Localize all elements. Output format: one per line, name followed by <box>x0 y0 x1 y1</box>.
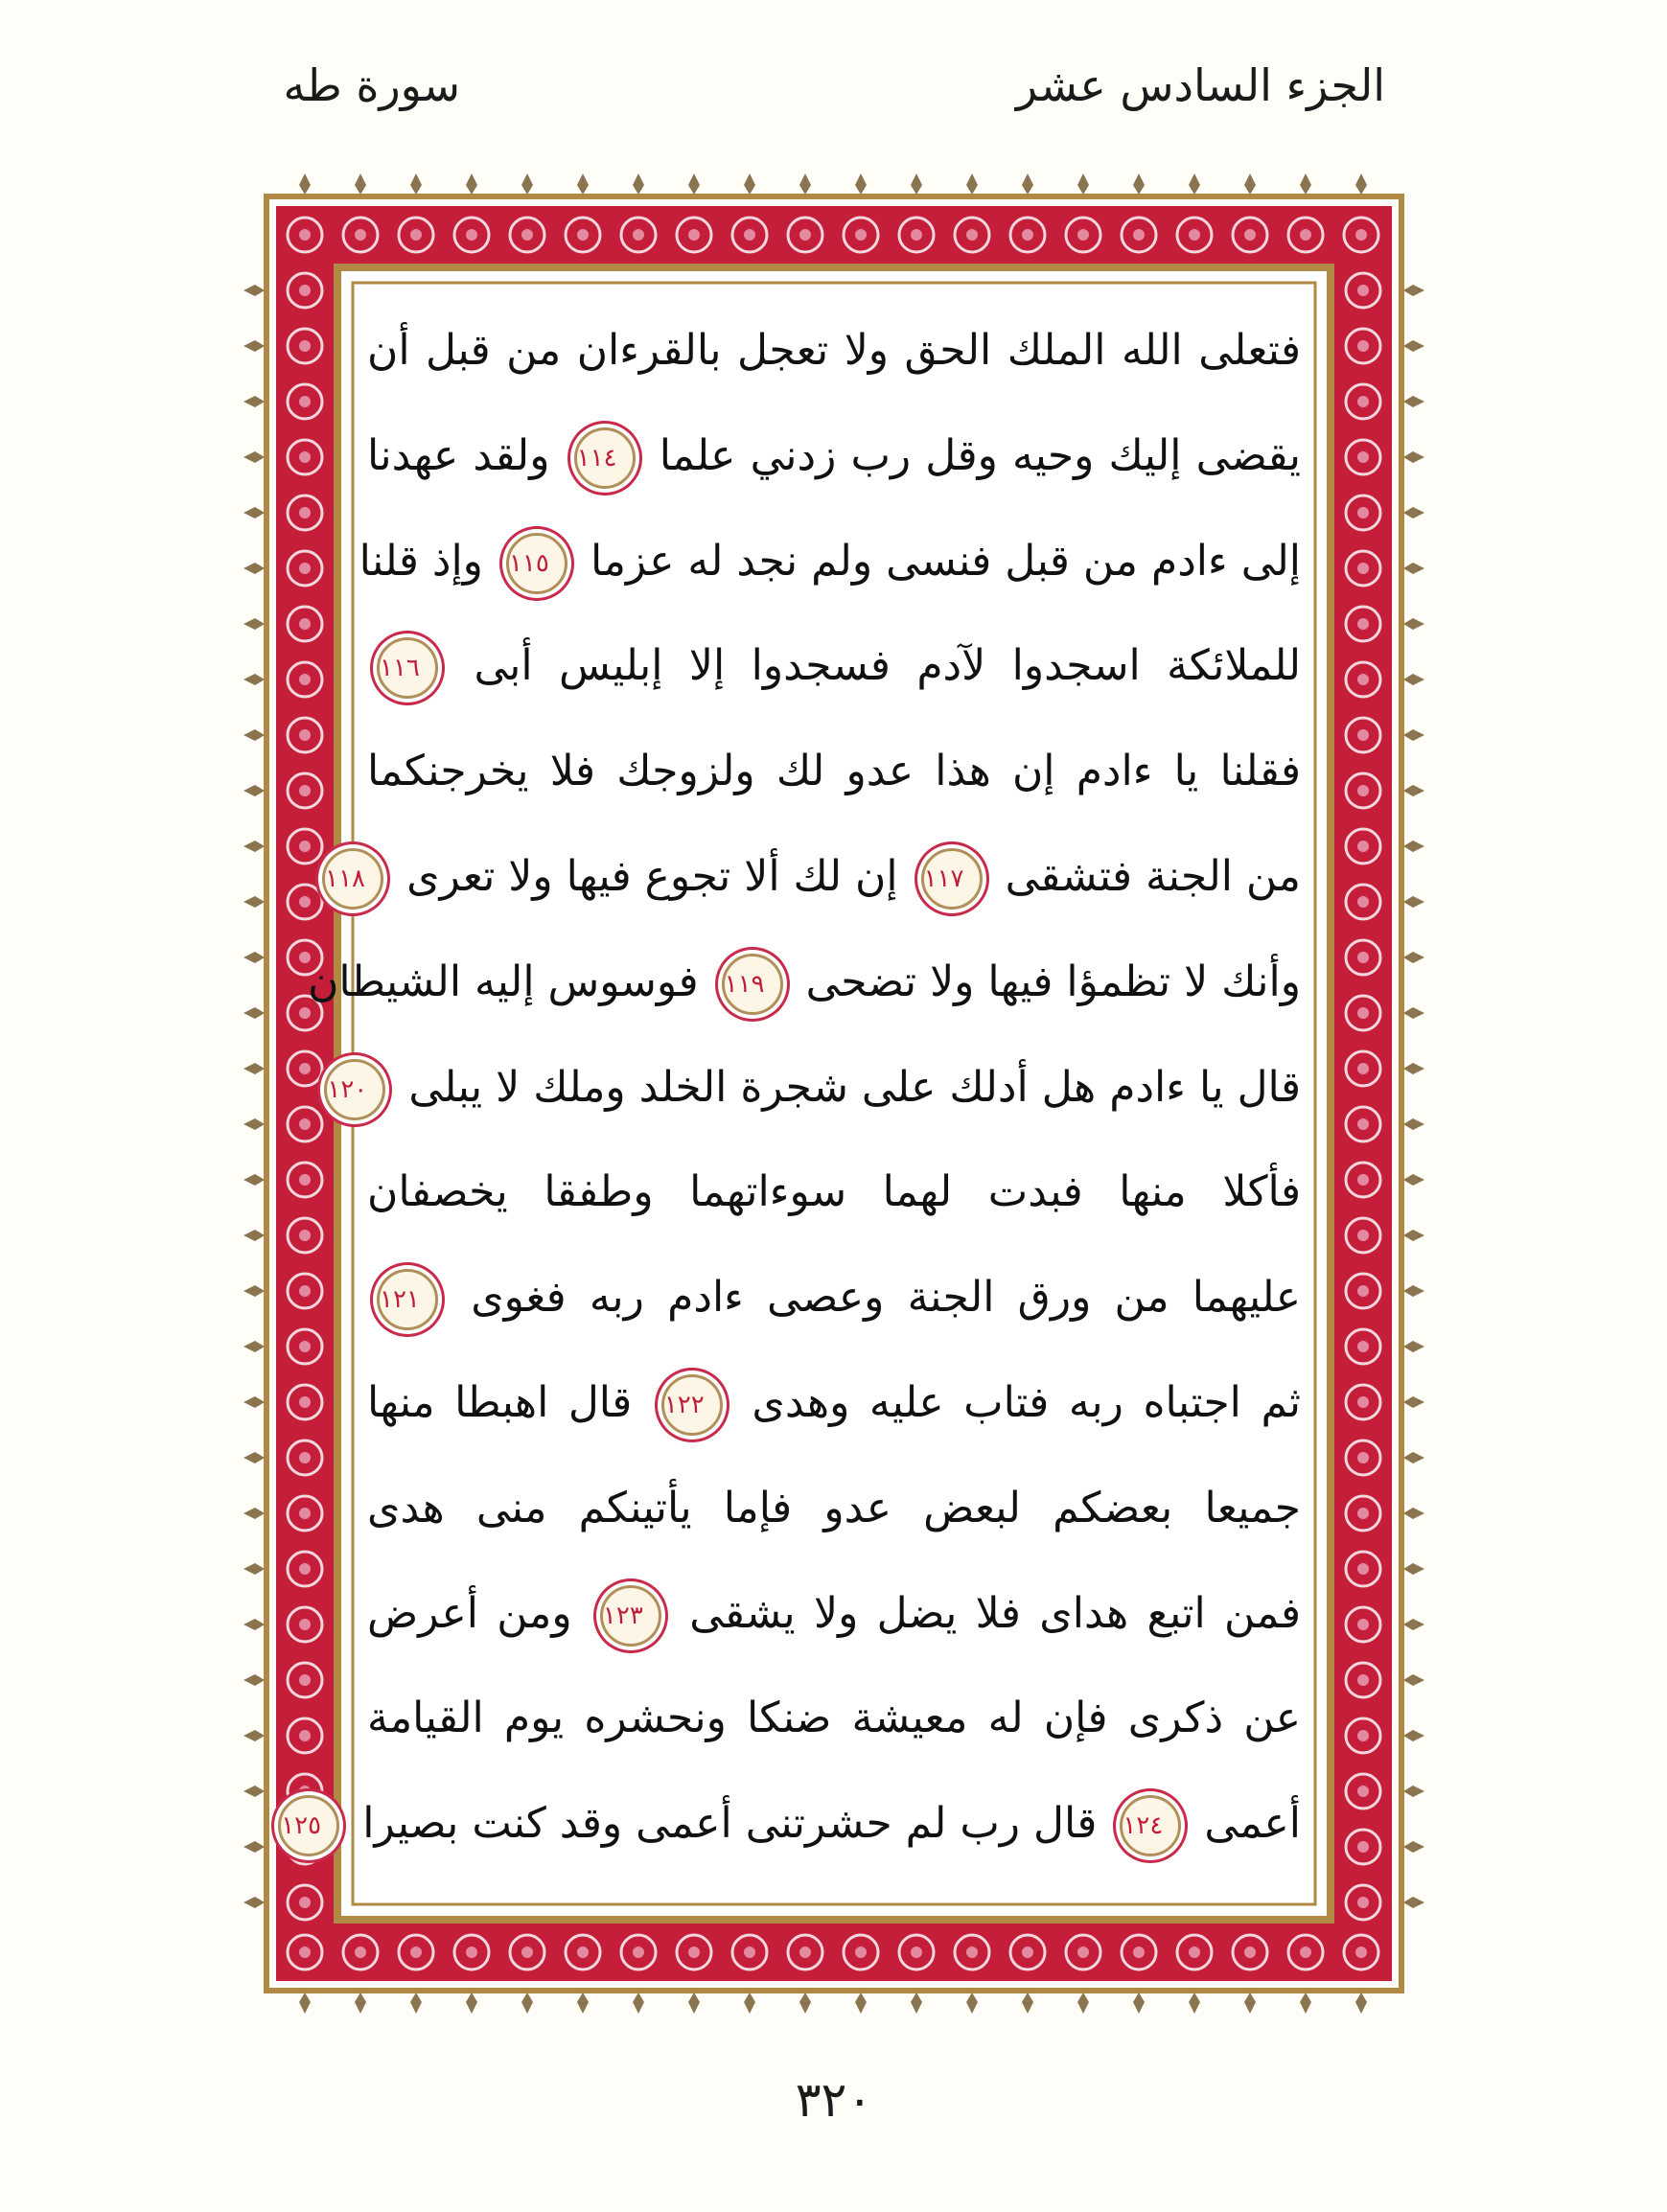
frame-finial <box>1403 1285 1424 1297</box>
verse-text: أعمى <box>1204 1799 1301 1849</box>
frame-ornament-center <box>1357 729 1369 741</box>
ayah-number-marker: ١٢١ <box>377 1269 438 1330</box>
frame-finial <box>1133 1993 1145 2014</box>
ayah-number-marker: ١٢٣ <box>600 1585 661 1647</box>
frame-finial <box>1022 173 1033 195</box>
frame-ornament-center <box>1022 229 1033 241</box>
frame-finial <box>243 285 265 296</box>
frame-finial <box>243 1230 265 1241</box>
verse-line <box>281 1782 1301 1866</box>
frame-ornament-center <box>1189 229 1200 241</box>
verse-text-continuation: فوسوس إليه الشيطان <box>308 956 699 1006</box>
frame-finial <box>466 1993 477 2014</box>
frame-finial <box>243 1118 265 1130</box>
frame-ornament-center <box>1133 1947 1145 1958</box>
frame-ornament-center <box>1133 229 1145 241</box>
frame-finial <box>1403 451 1424 463</box>
frame-ornament-center <box>355 229 366 241</box>
frame-ornament-center <box>1357 285 1369 296</box>
frame-ornament-center <box>299 1230 311 1241</box>
frame-finial <box>1189 1993 1200 2014</box>
frame-ornament-center <box>688 229 700 241</box>
frame-ornament-center <box>299 1674 311 1686</box>
frame-finial <box>243 1174 265 1186</box>
frame-ornament-center <box>299 285 311 296</box>
frame-ornament-center <box>299 1174 311 1186</box>
frame-ornament-center <box>1357 1174 1369 1186</box>
verse-text-continuation: وإذ قلنا <box>359 536 483 586</box>
juz-title: الجزء السادس عشر <box>1015 59 1385 111</box>
frame-ornament-center <box>1357 785 1369 796</box>
frame-finial <box>1403 563 1424 574</box>
frame-finial <box>1403 1341 1424 1352</box>
frame-ornament-center <box>633 229 644 241</box>
frame-finial <box>799 173 811 195</box>
frame-finial <box>1244 173 1256 195</box>
frame-ornament-center <box>1077 229 1089 241</box>
frame-ornament-center <box>1357 952 1369 963</box>
frame-finial <box>1403 340 1424 352</box>
verse-line <box>367 309 1301 393</box>
frame-ornament-center <box>299 1730 311 1741</box>
frame-ornament-center <box>966 1947 978 1958</box>
ayah-number-marker: ١٢٢ <box>661 1374 723 1436</box>
verse-text: للملائكة اسجدوا لآدم فسجدوا إلا إبليس أبى <box>474 641 1301 691</box>
frame-ornament-center <box>299 1947 311 1958</box>
verse-line <box>308 940 1301 1025</box>
frame-finial <box>1403 785 1424 796</box>
frame-ornament-center <box>466 1947 477 1958</box>
frame-ornament-center <box>299 396 311 407</box>
frame-ornament-center <box>299 507 311 518</box>
frame-finial <box>1300 1993 1311 2014</box>
frame-finial <box>243 340 265 352</box>
frame-ornament-center <box>1357 1230 1369 1241</box>
frame-finial <box>1403 285 1424 296</box>
frame-ornament-center <box>299 896 311 908</box>
frame-finial <box>299 173 311 195</box>
frame-finial <box>243 1341 265 1352</box>
frame-finial <box>410 173 422 195</box>
frame-finial <box>855 173 867 195</box>
frame-ornament-center <box>744 1947 755 1958</box>
frame-ornament-center <box>577 1947 589 1958</box>
frame-ornament-center <box>1357 340 1369 352</box>
frame-finial <box>1403 1396 1424 1408</box>
frame-ornament-center <box>1357 1007 1369 1019</box>
frame-finial <box>243 1396 265 1408</box>
frame-finial <box>1077 1993 1089 2014</box>
frame-ornament-center <box>911 229 922 241</box>
frame-finial <box>243 1563 265 1575</box>
verse-line <box>367 729 1301 814</box>
frame-finial <box>1403 1841 1424 1853</box>
frame-finial <box>1403 618 1424 630</box>
frame-ornament-center <box>299 1452 311 1463</box>
frame-finial <box>1403 1730 1424 1741</box>
frame-finial <box>243 1730 265 1741</box>
frame-finial <box>1403 1174 1424 1186</box>
frame-ornament-center <box>633 1947 644 1958</box>
verse-line <box>367 1572 1301 1656</box>
frame-ornament-center <box>299 729 311 741</box>
frame-ornament-center <box>299 1118 311 1130</box>
frame-ornament-center <box>1300 1947 1311 1958</box>
frame-ornament-center <box>966 229 978 241</box>
verse-text-continuation: قال اهبطا منها <box>367 1378 633 1427</box>
frame-finial <box>633 1993 644 2014</box>
ayah-number-marker: ١١٨ <box>322 848 383 910</box>
frame-ornament-center <box>1357 1841 1369 1853</box>
frame-ornament-center <box>299 841 311 852</box>
ayah-number-marker: ١٢٥ <box>278 1795 339 1856</box>
frame-finial <box>1403 1508 1424 1519</box>
frame-ornament-center <box>299 1563 311 1575</box>
frame-finial <box>688 173 700 195</box>
page-number: ٣٢٠ <box>795 2072 873 2128</box>
frame-finial <box>243 896 265 908</box>
frame-finial <box>1403 729 1424 741</box>
frame-finial <box>1403 1007 1424 1019</box>
frame-ornament-center <box>299 674 311 685</box>
frame-finial <box>1403 1230 1424 1241</box>
frame-ornament-center <box>855 229 867 241</box>
verse-text-continuation: قال رب لم حشرتنى أعمى وقد كنت بصيرا <box>362 1799 1098 1849</box>
frame-finial <box>1077 173 1089 195</box>
surah-title: سورة طه <box>283 59 460 111</box>
ayah-number-marker: ١١٥ <box>506 533 567 594</box>
frame-ornament-center <box>688 1947 700 1958</box>
verse-line <box>367 1150 1301 1234</box>
frame-ornament-center <box>577 229 589 241</box>
frame-finial <box>243 1452 265 1463</box>
verse-text: جميعا بعضكم لبعض عدو فإما يأتينكم منى هدى <box>367 1483 1301 1532</box>
frame-finial <box>1133 173 1145 195</box>
verse-text: عليهما من ورق الجنة وعصى ءادم ربه فغوى <box>471 1273 1301 1323</box>
frame-finial <box>243 674 265 685</box>
frame-finial <box>744 1993 755 2014</box>
frame-finial <box>243 563 265 574</box>
frame-ornament-center <box>1244 1947 1256 1958</box>
ayah-number-marker: ١١٦ <box>377 637 438 699</box>
ayah-number-marker: ١١٩ <box>722 954 783 1015</box>
frame-ornament-center <box>744 229 755 241</box>
frame-ornament-center <box>855 1947 867 1958</box>
frame-finial <box>243 1285 265 1297</box>
verse-line <box>367 1256 1301 1340</box>
frame-ornament-center <box>1357 1897 1369 1908</box>
frame-finial <box>1403 1118 1424 1130</box>
frame-ornament-center <box>1244 229 1256 241</box>
frame-finial <box>243 618 265 630</box>
frame-ornament-center <box>1022 1947 1033 1958</box>
frame-finial <box>1403 507 1424 518</box>
frame-finial <box>577 1993 589 2014</box>
frame-finial <box>243 1897 265 1908</box>
frame-finial <box>1022 1993 1033 2014</box>
frame-ornament-center <box>1355 1947 1367 1958</box>
frame-finial <box>966 173 978 195</box>
frame-ornament-center <box>1357 1508 1369 1519</box>
frame-ornament-center <box>799 229 811 241</box>
frame-finial <box>1403 1786 1424 1797</box>
frame-ornament-center <box>1357 1563 1369 1575</box>
verse-text-continuation: إن لك ألا تجوع فيها ولا تعرى <box>406 852 898 901</box>
frame-finial <box>966 1993 978 2014</box>
frame-finial <box>855 1993 867 2014</box>
frame-finial <box>243 451 265 463</box>
frame-ornament-center <box>299 1063 311 1074</box>
frame-ornament-center <box>299 618 311 630</box>
frame-finial <box>243 1841 265 1853</box>
frame-ornament-center <box>299 563 311 574</box>
verse-text-continuation: ولقد عهدنا <box>367 430 550 480</box>
frame-finial <box>799 1993 811 2014</box>
verse-text: فقلنا يا ءادم إن هذا عدو لك ولزوجك فلا يخرجنكما <box>367 747 1301 796</box>
verse-line <box>359 519 1301 604</box>
frame-finial <box>243 1674 265 1686</box>
frame-ornament-center <box>299 1619 311 1630</box>
ayah-number-marker: ١٢٠ <box>324 1059 385 1120</box>
frame-finial <box>1403 1674 1424 1686</box>
frame-finial <box>1403 396 1424 407</box>
frame-finial <box>466 173 477 195</box>
frame-finial <box>1403 1452 1424 1463</box>
frame-finial <box>243 952 265 963</box>
frame-finial <box>1300 173 1311 195</box>
frame-finial <box>1244 1993 1256 2014</box>
frame-ornament-center <box>1077 1947 1089 1958</box>
frame-finial <box>1403 841 1424 852</box>
frame-ornament-center <box>1357 841 1369 852</box>
frame-finial <box>243 1786 265 1797</box>
verse-line <box>367 624 1301 708</box>
frame-finial <box>355 1993 366 2014</box>
frame-finial <box>1355 173 1367 195</box>
verse-line <box>367 1466 1301 1551</box>
verse-text-continuation: ومن أعرض <box>367 1588 572 1638</box>
ayah-number-marker: ١٢٤ <box>1120 1795 1181 1856</box>
frame-finial <box>1403 1619 1424 1630</box>
frame-ornament-center <box>1355 229 1367 241</box>
frame-finial <box>1355 1993 1367 2014</box>
frame-ornament-center <box>1189 1947 1200 1958</box>
frame-finial <box>1403 1563 1424 1575</box>
verse-line <box>327 1046 1301 1130</box>
frame-finial <box>521 1993 533 2014</box>
frame-finial <box>744 173 755 195</box>
verse-text: فمن اتبع هداى فلا يضل ولا يشقى <box>689 1588 1301 1638</box>
frame-finial <box>911 1993 922 2014</box>
verse-line <box>367 1361 1301 1445</box>
frame-finial <box>243 729 265 741</box>
verse-text: وأنك لا تظمؤا فيها ولا تضحى <box>805 956 1301 1006</box>
frame-ornament-center <box>1357 1786 1369 1797</box>
frame-finial <box>633 173 644 195</box>
verse-text: ثم اجتباه ربه فتاب عليه وهدى <box>752 1378 1301 1427</box>
frame-finial <box>243 785 265 796</box>
frame-finial <box>243 1508 265 1519</box>
frame-ornament-center <box>1357 1730 1369 1741</box>
frame-ornament-center <box>355 1947 366 1958</box>
frame-ornament-center <box>911 1947 922 1958</box>
frame-ornament-center <box>1357 674 1369 685</box>
frame-finial <box>911 173 922 195</box>
frame-finial <box>521 173 533 195</box>
frame-finial <box>355 173 366 195</box>
frame-ornament-center <box>1357 1452 1369 1463</box>
frame-finial <box>410 1993 422 2014</box>
verse-text: قال يا ءادم هل أدلك على شجرة الخلد وملك لا يبلى <box>408 1062 1301 1112</box>
frame-finial <box>1403 1063 1424 1074</box>
frame-ornament-center <box>1357 618 1369 630</box>
frame-finial <box>1403 952 1424 963</box>
verse-text: عن ذكرى فإن له معيشة ضنكا ونحشره يوم القيامة <box>367 1694 1301 1743</box>
frame-ornament-center <box>1357 396 1369 407</box>
ayah-number-marker: ١١٤ <box>574 427 636 489</box>
frame-finial <box>243 396 265 407</box>
verse-line <box>367 1676 1301 1761</box>
frame-ornament-center <box>299 785 311 796</box>
frame-ornament-center <box>299 1341 311 1352</box>
verse-text: إلى ءادم من قبل فنسى ولم نجد له عزما <box>590 536 1301 586</box>
frame-finial <box>1403 1897 1424 1908</box>
frame-finial <box>243 1063 265 1074</box>
frame-ornament-center <box>1357 1674 1369 1686</box>
frame-ornament-center <box>466 229 477 241</box>
frame-finial <box>688 1993 700 2014</box>
frame-ornament-center <box>1357 1285 1369 1297</box>
frame-ornament-center <box>799 1947 811 1958</box>
frame-finial <box>1403 674 1424 685</box>
verse-line <box>367 414 1301 498</box>
frame-ornament-center <box>1357 1063 1369 1074</box>
frame-ornament-center <box>299 229 311 241</box>
verse-line <box>325 835 1301 919</box>
verse-text: يقضى إليك وحيه وقل رب زدني علما <box>659 430 1301 480</box>
frame-ornament-center <box>521 1947 533 1958</box>
frame-ornament-center <box>410 1947 422 1958</box>
frame-ornament-center <box>299 1396 311 1408</box>
frame-finial <box>243 841 265 852</box>
frame-ornament-center <box>299 1285 311 1297</box>
frame-ornament-center <box>1357 1341 1369 1352</box>
frame-ornament-center <box>410 229 422 241</box>
frame-finial <box>243 1619 265 1630</box>
frame-finial <box>299 1993 311 2014</box>
frame-ornament-center <box>299 1897 311 1908</box>
frame-ornament-center <box>1357 896 1369 908</box>
frame-finial <box>1189 173 1200 195</box>
verse-text-area <box>281 309 1301 1888</box>
frame-finial <box>577 173 589 195</box>
frame-finial <box>243 1007 265 1019</box>
frame-ornament-center <box>299 1508 311 1519</box>
verse-text: فأكلا منها فبدت لهما سوءاتهما وطفقا يخصفان <box>367 1167 1301 1217</box>
frame-ornament-center <box>1357 1396 1369 1408</box>
frame-finial <box>243 507 265 518</box>
frame-ornament-center <box>1357 563 1369 574</box>
frame-ornament-center <box>299 340 311 352</box>
verse-text: من الجنة فتشقى <box>1005 852 1301 901</box>
frame-ornament-center <box>1357 1619 1369 1630</box>
frame-ornament-center <box>1357 451 1369 463</box>
frame-finial <box>1403 896 1424 908</box>
frame-ornament-center <box>1357 1118 1369 1130</box>
frame-ornament-center <box>1357 507 1369 518</box>
verse-text: فتعلى الله الملك الحق ولا تعجل بالقرءان من قبل أن <box>367 326 1301 375</box>
frame-ornament-center <box>299 451 311 463</box>
frame-ornament-center <box>1300 229 1311 241</box>
frame-ornament-center <box>521 229 533 241</box>
ayah-number-marker: ١١٧ <box>921 848 983 910</box>
